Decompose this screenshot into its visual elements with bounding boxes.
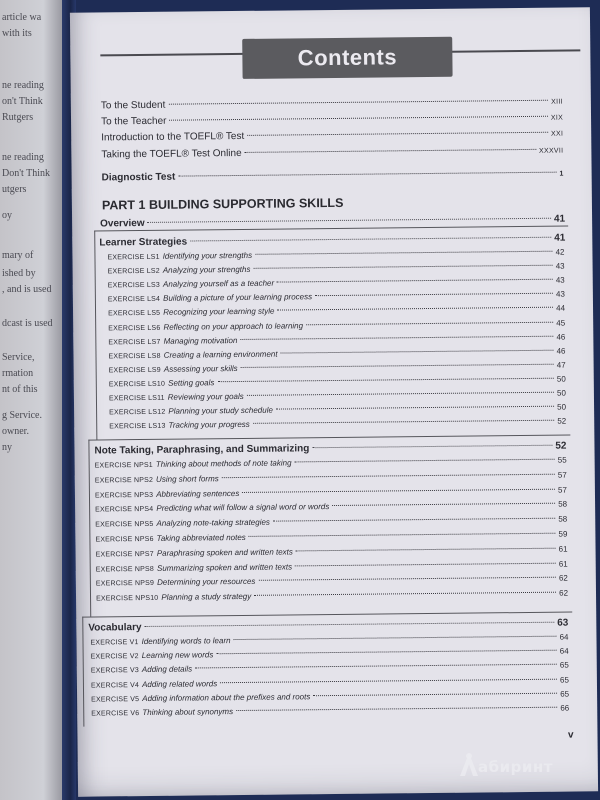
entry-page: 41 — [554, 232, 566, 244]
title-banner — [242, 37, 452, 79]
exercise-code: EXERCISE V1 — [90, 639, 139, 647]
exercise-code: EXERCISE LS7 — [108, 338, 161, 346]
entry-page: 42 — [555, 247, 565, 257]
exercise-entry — [95, 515, 567, 529]
exercise-entry — [91, 675, 569, 689]
exercise-entry — [109, 360, 566, 374]
entry-title: Introduction to the TOEFL® Test — [101, 130, 245, 144]
exercise-code: EXERCISE LS1 — [107, 253, 160, 262]
exercise-entry — [108, 276, 565, 290]
front-matter-entry — [101, 112, 563, 128]
exercise-code: EXERCISE LS3 — [107, 282, 161, 290]
exercise-code: EXERCISE LS10 — [108, 380, 166, 389]
dot-leader — [169, 116, 547, 121]
dot-leader — [313, 692, 557, 696]
entry-title: Planning a study strategy — [161, 592, 252, 603]
entry-page: 61 — [558, 559, 568, 569]
left-page-text-fragment: oy — [2, 210, 12, 221]
dot-leader — [255, 251, 552, 255]
left-page-text-fragment: ne reading — [2, 152, 44, 163]
dot-leader — [242, 488, 555, 492]
entry-title: Note Taking, Paraphrasing, and Summarizing — [94, 443, 310, 457]
exercise-code: EXERCISE LS8 — [108, 352, 161, 361]
entry-title: Assessing your skills — [163, 363, 238, 374]
entry-page: XXXVII — [538, 147, 564, 155]
entry-title: Predicting what will follow a signal word or words — [156, 502, 330, 514]
entry-page: 55 — [557, 455, 567, 465]
entry-title: Identifying your strengths — [162, 250, 253, 261]
section-divider — [82, 612, 572, 618]
exercise-code: EXERCISE LS6 — [108, 324, 161, 332]
entry-page: XXI — [550, 130, 564, 138]
left-page-text-fragment: dcast is used — [2, 318, 53, 329]
entry-page: 58 — [558, 499, 568, 510]
entry-title: Setting goals — [168, 378, 215, 388]
dot-leader — [296, 547, 556, 551]
dot-leader — [277, 307, 553, 311]
exercise-code: EXERCISE NPS9 — [95, 580, 155, 588]
dot-leader — [277, 279, 553, 283]
entry-title: Analyzing your strengths — [162, 264, 251, 275]
entry-title: Diagnostic Test — [101, 171, 176, 184]
exercise-code: EXERCISE LS11 — [108, 394, 165, 403]
entry-title: Planning your study schedule — [168, 405, 273, 416]
entry-title: Paraphrasing spoken and written texts — [156, 547, 293, 558]
dot-leader — [216, 650, 556, 655]
dot-leader — [220, 678, 557, 683]
exercise-entry — [90, 633, 568, 647]
dot-leader — [276, 406, 554, 410]
entry-page: 47 — [556, 360, 566, 370]
contents-page — [70, 7, 598, 796]
exercise-code: EXERCISE NPS7 — [95, 550, 154, 559]
dot-leader — [178, 172, 556, 177]
entry-title: Determining your resources — [157, 577, 256, 588]
entry-page: 58 — [558, 514, 568, 524]
page-title: Contents — [297, 44, 398, 71]
entry-title: Vocabulary — [88, 622, 142, 634]
left-page-text-fragment: , and is used — [2, 284, 52, 295]
exercise-code: EXERCISE LS12 — [109, 408, 166, 417]
dot-leader — [222, 473, 555, 477]
exercise-entry — [109, 403, 566, 417]
entry-title: Adding details — [141, 664, 193, 675]
dot-leader — [253, 420, 555, 424]
exercise-entry — [107, 248, 564, 262]
entry-title: To the Teacher — [100, 115, 167, 128]
left-page-text-fragment: mary of — [2, 250, 34, 261]
entry-title: Identifying words to learn — [141, 636, 231, 647]
entry-page: 57 — [557, 470, 567, 480]
dot-leader — [240, 335, 553, 339]
watermark-text: абиринт — [478, 758, 553, 776]
entry-page: 64 — [559, 632, 569, 642]
section-divider — [88, 435, 570, 441]
exercise-code: EXERCISE V2 — [90, 653, 139, 661]
left-page-text-fragment: owner. — [2, 426, 29, 437]
exercise-entry — [96, 589, 568, 603]
dot-leader — [249, 533, 556, 537]
dot-leader — [281, 349, 554, 353]
dot-leader — [247, 392, 554, 396]
entry-page: 65 — [560, 689, 570, 699]
left-page-text-fragment: Service, — [2, 352, 35, 363]
page-number: v — [567, 729, 574, 741]
exercise-code: EXERCISE LS13 — [109, 422, 166, 431]
entry-page: 50 — [556, 374, 566, 384]
dot-leader — [295, 459, 555, 463]
entry-page: 64 — [559, 646, 569, 656]
entry-page: 63 — [557, 617, 569, 629]
exercise-code: EXERCISE V6 — [91, 710, 140, 718]
exercise-code: EXERCISE LS4 — [107, 296, 161, 304]
dot-leader — [241, 363, 554, 367]
dot-leader — [312, 445, 552, 449]
exercise-entry — [108, 290, 565, 304]
dot-leader — [217, 378, 554, 383]
exercise-entry — [95, 530, 567, 544]
section-learner-strategies — [99, 233, 565, 249]
entry-page: 44 — [556, 303, 566, 314]
dot-leader — [254, 592, 556, 596]
entry-page: XIX — [550, 114, 564, 122]
dot-leader — [295, 562, 556, 566]
entry-page: 66 — [560, 703, 570, 713]
entry-page: 52 — [555, 440, 567, 452]
exercise-entry — [95, 456, 567, 470]
entry-page: 50 — [556, 388, 566, 398]
exercise-code: EXERCISE LS9 — [108, 366, 161, 375]
exercise-entry — [108, 318, 565, 332]
entry-page: 61 — [558, 544, 568, 554]
dot-leader — [273, 518, 555, 522]
entry-title: Managing motivation — [163, 335, 238, 346]
entry-page: 46 — [556, 346, 566, 356]
exercise-entry — [91, 647, 569, 661]
exercise-entry — [96, 574, 568, 588]
dot-leader — [190, 237, 551, 242]
entry-page: 41 — [553, 213, 566, 225]
entry-title: Reviewing your goals — [167, 391, 244, 402]
entry-title: Reflecting on your approach to learning — [163, 320, 304, 332]
entry-title: To the Student — [100, 99, 166, 112]
left-page-text-fragment: ne reading — [2, 80, 44, 91]
dot-leader — [234, 636, 557, 640]
exercise-code: EXERCISE LS2 — [107, 267, 160, 276]
exercise-entry — [109, 374, 566, 388]
left-page-text-fragment: g Service. — [2, 410, 42, 421]
dot-leader — [195, 664, 557, 669]
entry-title: Adding related words — [142, 678, 218, 689]
section-vocabulary — [88, 618, 568, 634]
entry-page: 59 — [558, 529, 568, 539]
exercise-entry — [91, 704, 569, 718]
dot-leader — [306, 321, 553, 325]
exercise-entry — [95, 470, 567, 484]
entry-page: 65 — [559, 660, 569, 671]
exercise-entry — [96, 559, 568, 573]
entry-title: Summarizing spoken and written texts — [156, 562, 293, 573]
entry-title: Taking abbreviated notes — [156, 532, 246, 543]
entry-page: 46 — [556, 332, 566, 342]
front-matter-entry — [101, 145, 563, 161]
exercise-entry — [91, 689, 569, 703]
exercise-entry — [108, 346, 565, 360]
dot-leader — [332, 503, 555, 506]
entry-page: 45 — [556, 318, 566, 328]
entry-title: Abbreviating sentences — [156, 488, 240, 499]
exercise-code: EXERCISE V3 — [90, 667, 139, 675]
dot-leader — [247, 132, 548, 136]
exercise-entry — [109, 417, 566, 431]
entry-page: 52 — [557, 416, 567, 426]
entry-title: Thinking about methods of note taking — [155, 458, 292, 469]
entry-title: Recognizing your learning style — [163, 307, 275, 318]
exercise-code: EXERCISE NPS2 — [94, 476, 154, 485]
left-page-text-fragment: Don't Think — [2, 168, 51, 179]
exercise-code: EXERCISE NPS4 — [95, 506, 154, 514]
left-page-edge — [0, 0, 62, 800]
entry-page: 1 — [559, 170, 564, 178]
left-page-text-fragment: rmation — [2, 368, 34, 379]
exercise-entry — [96, 544, 568, 558]
exercise-entry — [108, 262, 565, 276]
entry-page: 57 — [557, 485, 567, 495]
exercise-entry — [108, 332, 565, 346]
dot-leader — [315, 293, 553, 296]
dot-leader — [168, 100, 548, 105]
left-page-text-fragment: article wa — [2, 12, 42, 23]
dot-leader — [258, 577, 556, 581]
dot-leader — [245, 149, 536, 153]
exercise-code: EXERCISE NPS10 — [96, 595, 159, 603]
exercise-code: EXERCISE NPS1 — [94, 461, 153, 470]
labirint-logo-icon — [458, 752, 480, 778]
part-title: PART 1 BUILDING SUPPORTING SKILLS — [101, 195, 344, 213]
exercise-code: EXERCISE NPS5 — [95, 521, 154, 529]
exercise-entry — [109, 389, 566, 403]
dot-leader — [253, 265, 552, 269]
entry-title: Tracking your progress — [168, 420, 250, 430]
entry-title: Taking the TOEFL® Test Online — [101, 147, 242, 161]
section-side-rule — [82, 617, 84, 727]
front-matter-entry — [101, 128, 563, 144]
exercise-entry — [108, 304, 565, 318]
entry-page: 50 — [557, 402, 567, 412]
entry-title: Building a picture of your learning process — [163, 292, 313, 304]
entry-page: 43 — [555, 289, 565, 299]
exercise-code: EXERCISE NPS8 — [95, 565, 155, 574]
exercise-code: EXERCISE V5 — [91, 695, 140, 704]
entry-page: 43 — [555, 275, 565, 285]
left-page-text-fragment: ny — [2, 442, 12, 453]
exercise-code: EXERCISE LS5 — [108, 310, 161, 318]
entry-title: Adding information about the prefixes and roots — [142, 692, 311, 703]
exercise-code: EXERCISE NPS6 — [95, 535, 154, 544]
dot-leader — [145, 622, 555, 627]
section-side-rule — [94, 230, 97, 439]
exercise-code: EXERCISE V4 — [90, 681, 140, 690]
dot-leader — [236, 707, 557, 711]
left-page-text-fragment: nt of this — [2, 384, 38, 395]
entry-page: 65 — [559, 675, 569, 685]
entry-title: Analyzing note-taking strategies — [156, 517, 270, 529]
exercise-entry — [95, 500, 567, 514]
section-side-rule — [88, 440, 91, 617]
entry-page: 43 — [555, 261, 565, 271]
exercise-code: EXERCISE NPS3 — [94, 491, 154, 500]
front-matter-entry — [101, 96, 563, 112]
left-page-text-fragment: Rutgers — [2, 112, 34, 123]
section-note-taking — [94, 441, 566, 457]
entry-page: XIII — [551, 98, 563, 106]
left-page-text-fragment: with its — [2, 28, 32, 39]
left-page-text-fragment: ished by — [2, 268, 36, 279]
exercise-entry — [95, 485, 567, 499]
exercise-entry — [91, 661, 569, 675]
entry-page: 62 — [558, 573, 568, 584]
dot-leader — [148, 218, 551, 223]
entry-title: Overview — [100, 217, 145, 230]
entry-title: Thinking about synonyms — [142, 707, 234, 718]
diagnostic-entry — [102, 168, 564, 184]
entry-title: Learning new words — [141, 650, 214, 661]
entry-title: Learner Strategies — [99, 236, 188, 249]
entry-title: Analyzing yourself as a teacher — [162, 278, 275, 289]
entry-title: Using short forms — [155, 474, 219, 484]
entry-title: Creating a learning environment — [163, 349, 278, 360]
entry-page: 62 — [559, 588, 569, 598]
left-page-text-fragment: on't Think — [2, 96, 43, 107]
left-page-text-fragment: utgers — [2, 184, 27, 195]
